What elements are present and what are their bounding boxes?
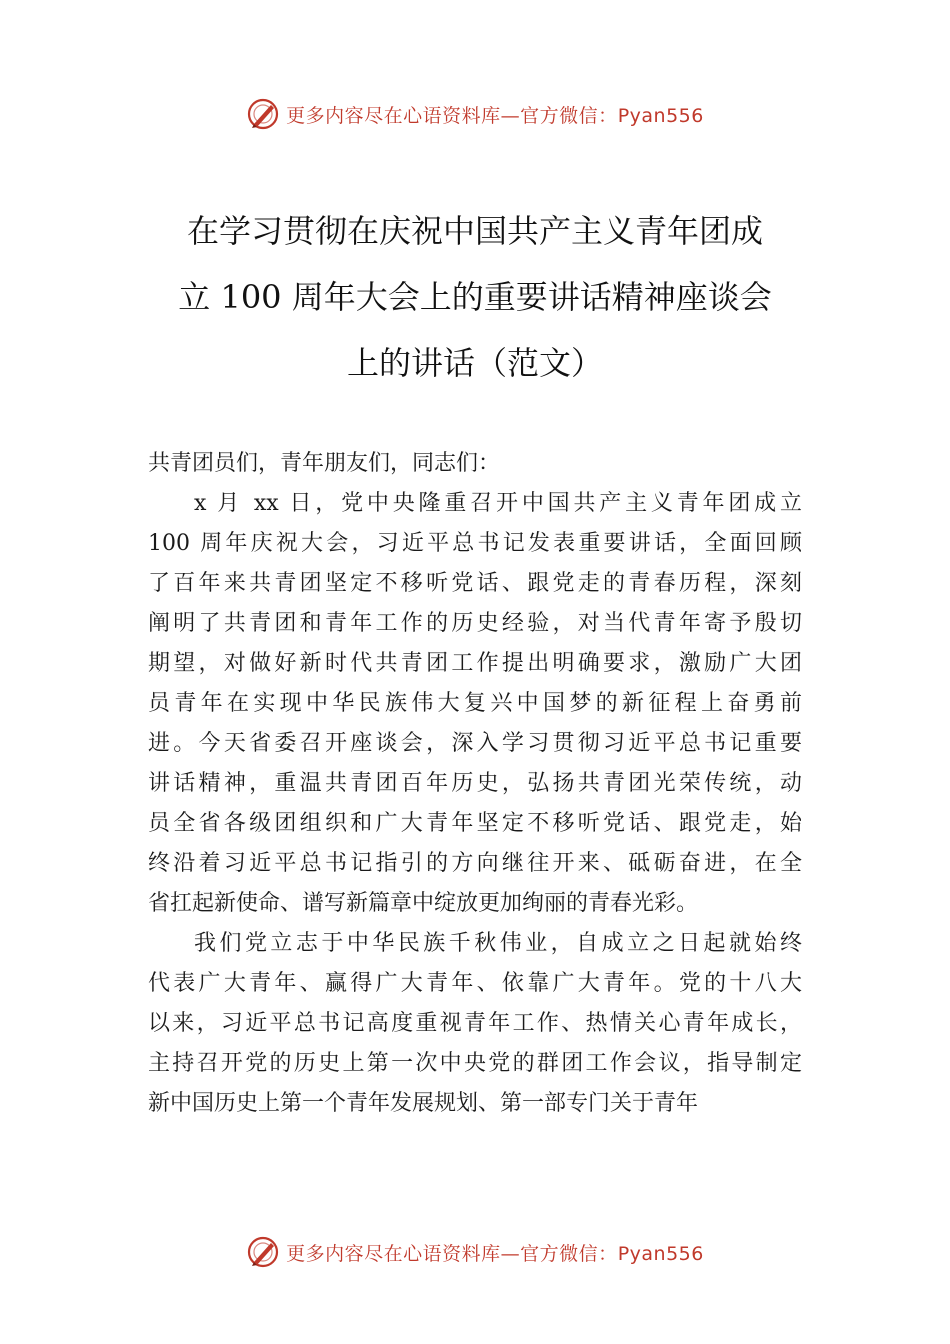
paragraph-line: 员青年在实现中华民族伟大复兴中国梦的新征程上奋勇前 xyxy=(148,691,802,716)
footer-watermark xyxy=(0,1232,950,1272)
paragraph-line: 进。今天省委召开座谈会，深入学习贯彻习近平总书记重要 xyxy=(148,731,802,756)
title-line: 在学习贯彻在庆祝中国共产主义青年团成 xyxy=(186,212,763,250)
title-line: 立 100 周年大会上的重要讲话精神座谈会 xyxy=(178,278,772,316)
title-line: 上的讲话（范文） xyxy=(346,344,603,382)
watermark-label: 官方微信： xyxy=(520,1242,618,1265)
watermark-text xyxy=(286,101,704,128)
document-body xyxy=(148,444,802,1124)
paragraph-line: 我们党立志于中华民族千秋伟业，自成立之日起就始终 xyxy=(194,931,802,956)
paragraph-line: 以来，习近平总书记高度重视青年工作、热情关心青年成长， xyxy=(148,1011,802,1036)
paragraph-line: 终沿着习近平总书记指引的方向继往开来、砥砺奋进，在全 xyxy=(148,851,802,876)
watermark-account: Pyan556 xyxy=(617,104,704,127)
header-watermark xyxy=(0,94,950,134)
paragraph-line: 省扛起新使命、谱写新篇章中绽放更加绚丽的青春光彩。 xyxy=(148,891,699,916)
pen-seal-logo-icon xyxy=(246,1235,280,1269)
paragraph-line: 了百年来共青团坚定不移听党话、跟党走的青春历程，深刻 xyxy=(148,571,802,596)
watermark-site: 更多内容尽在心语资料库 xyxy=(286,104,501,127)
paragraph-2 xyxy=(148,924,802,1124)
paragraph-line: 期望，对做好新时代共青团工作提出明确要求，激励广大团 xyxy=(148,651,802,676)
paragraph-line: 100 周年庆祝大会，习近平总书记发表重要讲话，全面回顾 xyxy=(148,531,802,556)
paragraph-line: x 月 xx 日，党中央隆重召开中国共产主义青年团成立 xyxy=(194,491,802,516)
watermark-text xyxy=(286,1239,704,1266)
paragraph-line: 讲话精神，重温共青团百年历史，弘扬共青团光荣传统，动 xyxy=(148,771,802,796)
pen-seal-logo-icon xyxy=(246,97,280,131)
watermark-separator: — xyxy=(500,104,521,127)
salutation: 共青团员们，青年朋友们，同志们： xyxy=(148,451,501,476)
paragraph-line: 主持召开党的历史上第一次中央党的群团工作会议，指导制定 xyxy=(148,1051,802,1076)
paragraph-1 xyxy=(148,484,802,924)
watermark-site: 更多内容尽在心语资料库 xyxy=(286,1242,501,1265)
paragraph-line: 员全省各级团组织和广大青年坚定不移听党话、跟党走，始 xyxy=(148,811,802,836)
document-title xyxy=(148,198,802,396)
watermark-label: 官方微信： xyxy=(520,104,618,127)
paragraph-line: 新中国历史上第一个青年发展规划、第一部专门关于青年 xyxy=(148,1091,699,1116)
watermark-account: Pyan556 xyxy=(617,1242,704,1265)
paragraph-line: 阐明了共青团和青年工作的历史经验，对当代青年寄予殷切 xyxy=(148,611,802,636)
paragraph-line: 代表广大青年、赢得广大青年、依靠广大青年。党的十八大 xyxy=(148,971,802,996)
watermark-separator: — xyxy=(500,1242,521,1265)
